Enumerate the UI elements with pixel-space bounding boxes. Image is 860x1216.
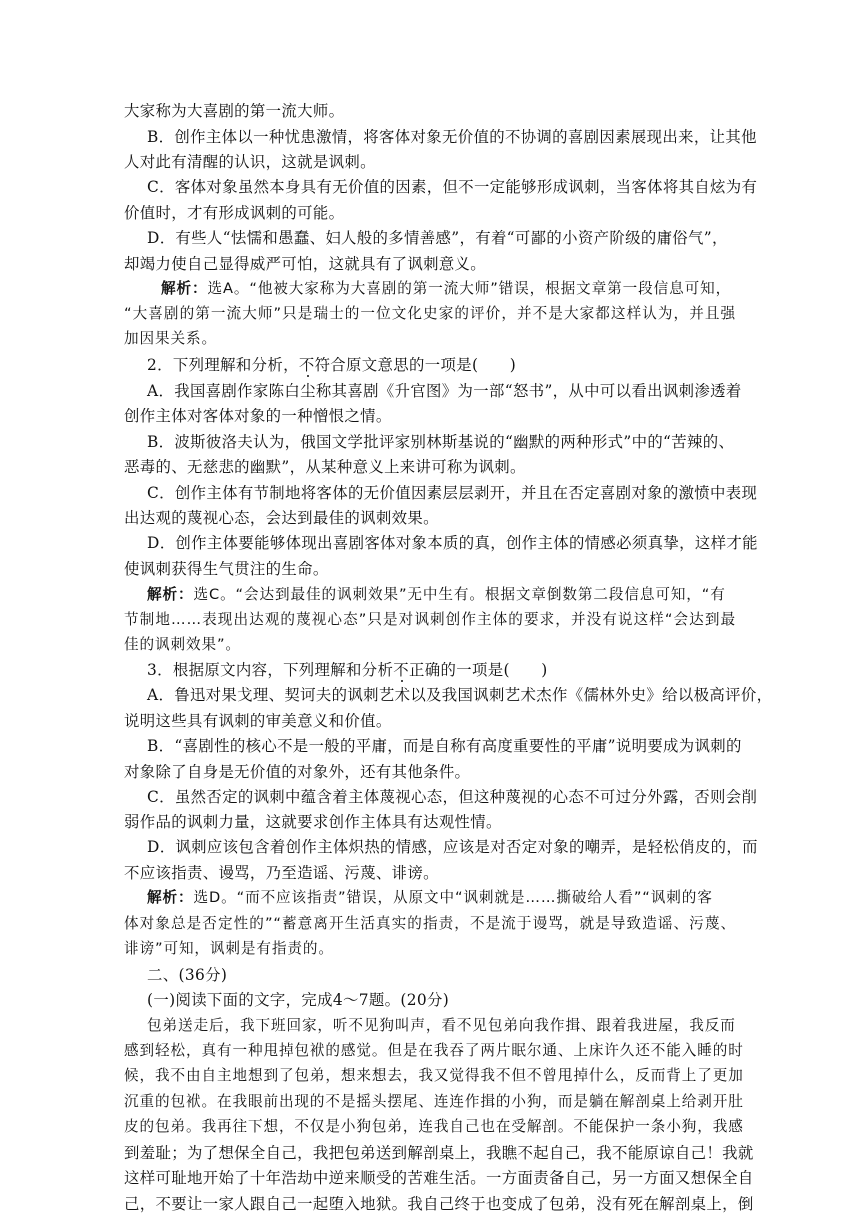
line-text: 人对此有清醒的认识，这就是讽刺。 — [124, 153, 376, 171]
line-text: 二、(36分) — [147, 966, 228, 984]
text-line — [147, 430, 759, 454]
line-text: 这样可耻地开始了十年浩劫中逆来顺受的苦难生活。一方面责备自己，另一方面又想保全自 — [124, 1169, 754, 1187]
analysis-line — [124, 1115, 744, 1139]
line-text: (一)阅读下面的文字，完成4～7题。(20分) — [147, 991, 450, 1009]
line-text: C．客体对象虽然本身具有无价值的因素，但不一定能够形成讽刺，当客体将其自炫为有 — [147, 178, 758, 196]
line-text: 创作主体对客体对象的一种憎恨之情。 — [124, 407, 392, 425]
line-text: 节制地……表现出达观的蔑视心态”只是对讽刺创作主体的要求，并没有说这样“会达到最 — [124, 611, 736, 628]
line-text: 选C。“会达到最佳的讽刺效果”无中生有。根据文章倒数第二段信息可知，“有 — [193, 586, 726, 603]
analysis-line — [124, 633, 736, 657]
text-line — [124, 404, 736, 428]
text-line — [124, 455, 736, 479]
text-line — [124, 557, 736, 581]
line-text: 大家称为大喜剧的第一流大师。 — [124, 102, 345, 120]
analysis-line — [161, 277, 773, 301]
line-text: 己，不要让一家人跟自己一起堕入地狱。我自己终于也变成了包弟，没有死在解剖桌上，倒 — [124, 1195, 754, 1213]
text-line — [124, 201, 736, 225]
text-line — [124, 1192, 754, 1216]
analysis-line — [124, 327, 736, 351]
line-text: 选D。“而不应该指责”错误，从原文中“讽刺就是……撕破给人看”“讽刺的客 — [193, 889, 713, 906]
line-text: 使讽刺获得生气贯注的生命。 — [124, 560, 329, 578]
line-text: B．波斯彼洛夫认为，俄国文学批评家别林斯基说的“幽默的两种形式”中的“苦辣的、 — [147, 433, 735, 451]
analysis-line — [124, 1064, 744, 1088]
line-text: C．虽然否定的讽刺中蕴含着主体蔑视心态，但这种蔑视的心态不可过分外露，否则会削 — [147, 788, 758, 806]
emphasis-mark: 不 — [298, 356, 315, 374]
text-line — [124, 150, 736, 174]
line-text: 3．根据原文内容，下列理解和分析不正确的一项是( ) — [147, 661, 548, 679]
emphasis-mark: 不 — [393, 661, 410, 679]
line-text: 对象除了自身是无价值的对象外，还有其他条件。 — [124, 763, 471, 781]
line-text: 加因果关系。 — [124, 330, 217, 347]
text-line — [124, 506, 736, 530]
analysis-line — [124, 302, 736, 326]
text-line — [124, 760, 736, 784]
line-text: 沉重的包袱。在我眼前出现的不是摇头摆尾、连连作揖的小狗，而是躺在解剖桌上给剥开肚 — [124, 1093, 744, 1110]
line-text: 体对象总是否定性的”“蓄意离开生活真实的指责，不是流于谩骂，就是导致造谣、污蔑、 — [124, 915, 736, 932]
line-text: 佳的讽刺效果”。 — [124, 636, 241, 653]
analysis-line — [124, 937, 736, 961]
line-text: 皮的包弟。我再往下想，不仅是小狗包弟，连我自己也在受解剖。不能保护一条小狗，我感 — [124, 1118, 744, 1135]
line-text: 包弟送走后，我下班回家，听不见狗叫声，看不见包弟向我作揖、跟着我进屋，我反而 — [147, 1017, 736, 1034]
analysis-line — [124, 1039, 744, 1063]
text-line — [147, 175, 759, 199]
text-line — [124, 861, 736, 885]
text-line — [147, 835, 759, 859]
line-text: 恶毒的、无慈悲的幽默”，从某种意义上来讲可称为讽刺。 — [124, 458, 526, 476]
text-line — [147, 353, 759, 377]
text-line — [124, 99, 736, 123]
text-line — [147, 125, 759, 149]
line-text: D．讽刺应该包含着创作主体炽热的情感，应该是对否定对象的嘲弄，是轻松俏皮的，而 — [147, 838, 758, 856]
text-line — [147, 658, 759, 682]
text-line — [147, 481, 759, 505]
line-text: 2．下列理解和分析，不符合原文意思的一项是( ) — [147, 356, 517, 374]
text-line — [147, 963, 759, 987]
text-line — [147, 988, 759, 1012]
line-text: 到羞耻；为了想保全自己，我把包弟送到解剖桌上，我瞧不起自己，我不能原谅自己！我就 — [124, 1144, 754, 1162]
text-line — [124, 709, 736, 733]
text-line — [124, 1166, 754, 1190]
text-line — [147, 531, 759, 555]
line-text: D．有些人“怯懦和愚蠢、妇人般的多情善感”，有着“可鄙的小资产阶级的庸俗气”， — [147, 229, 728, 247]
analysis-label: 解析： — [147, 586, 194, 603]
text-line — [147, 379, 759, 403]
text-line — [147, 683, 773, 707]
analysis-line — [124, 912, 736, 936]
analysis-line — [147, 886, 759, 910]
line-text: 感到轻松，真有一种甩掉包袱的感觉。但是在我吞了两片眠尔通、上床许久还不能入睡的时 — [124, 1042, 744, 1059]
line-text: D．创作主体要能够体现出喜剧客体对象本质的真，创作主体的情感必须真挚，这样才能 — [147, 534, 758, 552]
analysis-line — [147, 583, 759, 607]
line-text: 说明这些具有讽刺的审美意义和价值。 — [124, 712, 392, 730]
line-text: A．鲁迅对果戈理、契诃夫的讽刺艺术以及我国讽刺艺术杰作《儒林外史》给以极高评价， — [147, 686, 773, 704]
line-text: A．我国喜剧作家陈白尘称其喜剧《升官图》为一部“怒书”，从中可以看出讽刺渗透着 — [147, 382, 742, 400]
line-text: 出达观的蔑视心态，会达到最佳的讽刺效果。 — [124, 509, 439, 527]
text-line — [124, 810, 736, 834]
analysis-line — [147, 1014, 759, 1038]
line-text: 选A。“他被大家称为大喜剧的第一流大师”错误，根据文章第一段信息可知， — [207, 280, 732, 297]
analysis-label: 解析： — [147, 889, 194, 906]
line-text: C．创作主体有节制地将客体的无价值因素层层剥开，并且在否定喜剧对象的激愤中表现 — [147, 484, 758, 502]
analysis-line — [124, 1090, 744, 1114]
line-text: 却竭力使自己显得威严可怕，这就具有了讽刺意义。 — [124, 255, 487, 273]
analysis-label: 解析： — [161, 280, 208, 297]
text-line — [124, 252, 736, 276]
line-text: 不应该指责、谩骂，乃至造谣、污蔑、诽谤。 — [124, 864, 439, 882]
text-line — [147, 785, 759, 809]
line-text: 候，我不由自主地想到了包弟，想来想去，我又觉得我不但不曾甩掉什么，反而背上了更加 — [124, 1067, 744, 1084]
line-text: 弱作品的讽刺力量，这就要求创作主体具有达观性情。 — [124, 813, 502, 831]
line-text: “大喜剧的第一流大师”只是瑞士的一位文化史家的评价，并不是大家都这样认为，并且强 — [124, 305, 736, 322]
text-line — [147, 226, 759, 250]
text-line — [147, 734, 759, 758]
line-text: 价值时，才有形成讽刺的可能。 — [124, 204, 345, 222]
analysis-line — [124, 608, 736, 632]
line-text: 诽谤”可知，讽刺是有指责的。 — [124, 940, 334, 957]
text-line — [124, 1141, 754, 1165]
line-text: B．创作主体以一种忧患激情，将客体对象无价值的不协调的喜剧因素展现出来，让其他 — [147, 128, 757, 146]
line-text: B．“喜剧性的核心不是一般的平庸，而是自称有高度重要性的平庸”说明要成为讽刺的 — [147, 737, 742, 755]
